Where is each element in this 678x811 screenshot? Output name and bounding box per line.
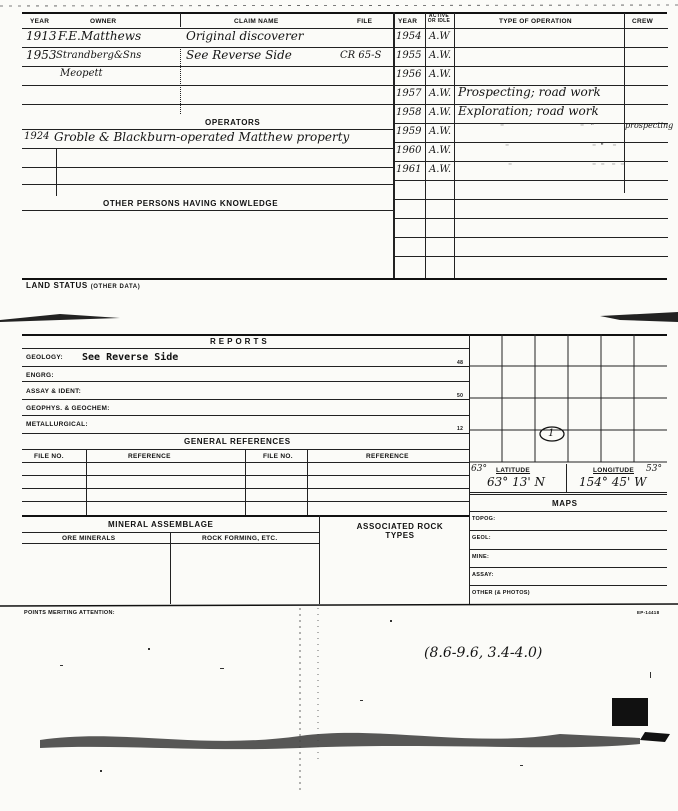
operators-title: OPERATORS [205, 118, 261, 127]
ditto-mark: ⁻ " [580, 122, 594, 131]
ref-header-file-no-1: FILE NO. [34, 453, 64, 460]
top-divider [393, 12, 395, 278]
rule [393, 142, 668, 143]
activity-row-5-status: A.W. [429, 107, 452, 118]
rule [22, 433, 469, 434]
rule [22, 515, 469, 517]
owner-row-3-owner: Meopett [60, 68, 103, 79]
report-assay-label: ASSAY & IDENT: [26, 388, 82, 395]
column-divider [180, 47, 181, 114]
rule [22, 210, 393, 211]
scan-noise [220, 668, 224, 669]
rule [393, 47, 668, 48]
activity-row-3-year: 1956 [396, 69, 422, 80]
header-file: FILE [357, 18, 373, 25]
owner-row-2-file: CR 65-S [340, 50, 382, 61]
maps-topog-label: TOPOG: [472, 516, 496, 522]
rule [22, 348, 469, 349]
column-divider [307, 449, 308, 515]
report-geophys-label: GEOPHYS. & GEOCHEM: [26, 405, 110, 412]
longitude-label: LONGITUDE [593, 467, 634, 474]
rule [22, 66, 393, 67]
points-meriting-attention-title: POINTS MERITING ATTENTION: [24, 610, 115, 616]
header-active-or-idle: ACTIVE OR IDLE [427, 13, 451, 24]
owner-row-2-claim: See Reverse Side [186, 48, 292, 62]
rule [393, 161, 668, 162]
rule [393, 180, 668, 181]
ditto-mark: ⁻ " ⁻ [592, 142, 617, 151]
owner-row-1-year: 1913 [26, 29, 57, 43]
scan-noise [390, 620, 392, 622]
maps-title: MAPS [552, 499, 578, 508]
rule [22, 167, 393, 168]
longitude-value: 154° 45' W [579, 475, 647, 489]
scan-noise [360, 700, 363, 701]
rule [393, 256, 668, 257]
column-divider [170, 532, 171, 604]
ref-header-reference-1: REFERENCE [128, 453, 171, 460]
maps-other-label: OTHER (& PHOTOS) [472, 590, 530, 596]
rule [393, 28, 668, 29]
activity-row-1-status: A.W [429, 31, 450, 42]
top-border [22, 12, 667, 14]
rule [22, 462, 469, 463]
associated-rock-types-title: ASSOCIATED ROCK TYPES [356, 522, 444, 540]
scan-noise [148, 648, 150, 650]
ditto-mark: ⁻ [500, 122, 505, 131]
rule [469, 530, 667, 531]
activity-row-7-year: 1960 [396, 145, 422, 156]
rule [393, 66, 668, 67]
rule [22, 184, 393, 185]
activity-row-8-year: 1961 [396, 164, 422, 175]
header-type-of-operation: TYPE OF OPERATION [499, 18, 572, 25]
activity-row-8-status: A.W. [429, 164, 452, 175]
rule [469, 585, 667, 586]
mineral-assemblage-title: MINERAL ASSEMBLAGE [108, 520, 214, 529]
activity-row-2-status: A.W. [429, 50, 452, 61]
activity-row-6-year: 1959 [396, 126, 422, 137]
activity-row-1-year: 1954 [396, 31, 422, 42]
maps-mine-label: MINE: [472, 554, 490, 560]
activity-row-4-operation: Prospecting; road work [458, 85, 601, 99]
reports-title: REPORTS [210, 337, 270, 346]
rule [393, 199, 668, 200]
land-status-subtitle: (OTHER DATA) [90, 284, 141, 290]
rule [22, 104, 393, 105]
rule [469, 567, 667, 568]
header-year: YEAR [30, 18, 50, 25]
activity-row-6-status: A.W. [429, 126, 452, 137]
report-metallurgical-label: METALLURGICAL: [26, 421, 88, 428]
rule [393, 237, 668, 238]
report-geology-code: 48 [457, 360, 464, 366]
other-persons-title: OTHER PERSONS HAVING KNOWLEDGE [103, 199, 279, 208]
ditto-mark: ⁻ [508, 161, 513, 170]
rule [22, 366, 469, 367]
column-divider [425, 13, 426, 278]
owner-row-1-owner: F.E.Matthews [58, 29, 142, 43]
activity-row-4-status: A.W. [429, 88, 452, 99]
grid-mark: 1 [548, 428, 555, 439]
operator-row-1-text: Groble & Blackburn-operated Matthew property [54, 130, 350, 144]
general-references-title: GENERAL REFERENCES [184, 437, 291, 446]
ref-header-reference-2: REFERENCE [366, 453, 409, 460]
header-activity-year: YEAR [398, 18, 418, 25]
location-grid [469, 334, 667, 464]
activity-row-5-operation: Exploration; road work [458, 104, 599, 118]
rule [22, 85, 393, 86]
report-engrg-label: ENGRG: [26, 372, 54, 379]
rule [469, 511, 667, 512]
latitude-label: LATITUDE [496, 467, 531, 474]
column-divider [245, 449, 246, 515]
header-divider [180, 13, 181, 27]
scan-noise [520, 765, 523, 766]
maps-geol-label: GEOL: [472, 535, 491, 541]
activity-row-3-status: A.W. [429, 69, 452, 80]
rule [469, 494, 667, 495]
rule [22, 475, 469, 476]
rule [469, 492, 667, 493]
latitude-value: 63° 13' N [487, 475, 545, 489]
column-divider [566, 464, 567, 492]
land-status-label: LAND STATUS [26, 281, 88, 290]
rule [22, 501, 469, 502]
scan-noise [60, 665, 63, 666]
column-divider [454, 13, 455, 278]
column-divider [86, 449, 87, 515]
ditto-mark: ⁻ ⁻ ⁻ ⁻ [592, 161, 625, 170]
header-owner: OWNER [90, 18, 117, 25]
activity-row-2-year: 1955 [396, 50, 422, 61]
rule [469, 549, 667, 550]
operator-row-1-year: 1924 [24, 131, 50, 142]
rule [22, 148, 393, 149]
latitude-prefix: 63° [471, 464, 487, 474]
ore-minerals-header: ORE MINERALS [62, 535, 116, 542]
longitude-suffix: 53° [646, 464, 662, 474]
activity-row-6-operation: prospecting [625, 121, 674, 130]
rock-forming-header: ROCK FORMING, ETC. [202, 535, 278, 542]
report-assay-code: 50 [457, 393, 464, 399]
rule [22, 415, 469, 416]
activity-row-5-year: 1958 [396, 107, 422, 118]
report-metallurgical-code: 12 [457, 426, 464, 432]
header-crew: CREW [632, 18, 654, 25]
rule [22, 278, 667, 280]
owner-row-1-claim: Original discoverer [186, 29, 304, 43]
owner-row-2-year: 1953 [26, 48, 57, 62]
scan-noise [650, 672, 651, 678]
report-geology-value: See Reverse Side [82, 352, 179, 363]
rule [22, 488, 469, 489]
ref-header-file-no-2: FILE NO. [263, 453, 293, 460]
maps-assay-label: ASSAY: [472, 572, 494, 578]
column-divider [319, 515, 320, 604]
form-number: EP-14418 [637, 610, 660, 615]
owner-row-2-owner: Strandberg&Sns [56, 50, 142, 61]
rule [393, 218, 668, 219]
rule [22, 399, 469, 400]
column-divider [56, 148, 57, 196]
rule [22, 381, 469, 382]
scan-noise [100, 770, 102, 772]
report-geology-label: GEOLOGY: [26, 354, 63, 361]
header-claim-name: CLAIM NAME [234, 18, 279, 25]
activity-row-4-year: 1957 [396, 88, 422, 99]
land-status-title [26, 281, 140, 290]
ditto-mark: ⁻ [505, 142, 510, 151]
points-note: (8.6-9.6, 3.4-4.0) [424, 645, 543, 661]
activity-row-7-status: A.W. [429, 145, 452, 156]
